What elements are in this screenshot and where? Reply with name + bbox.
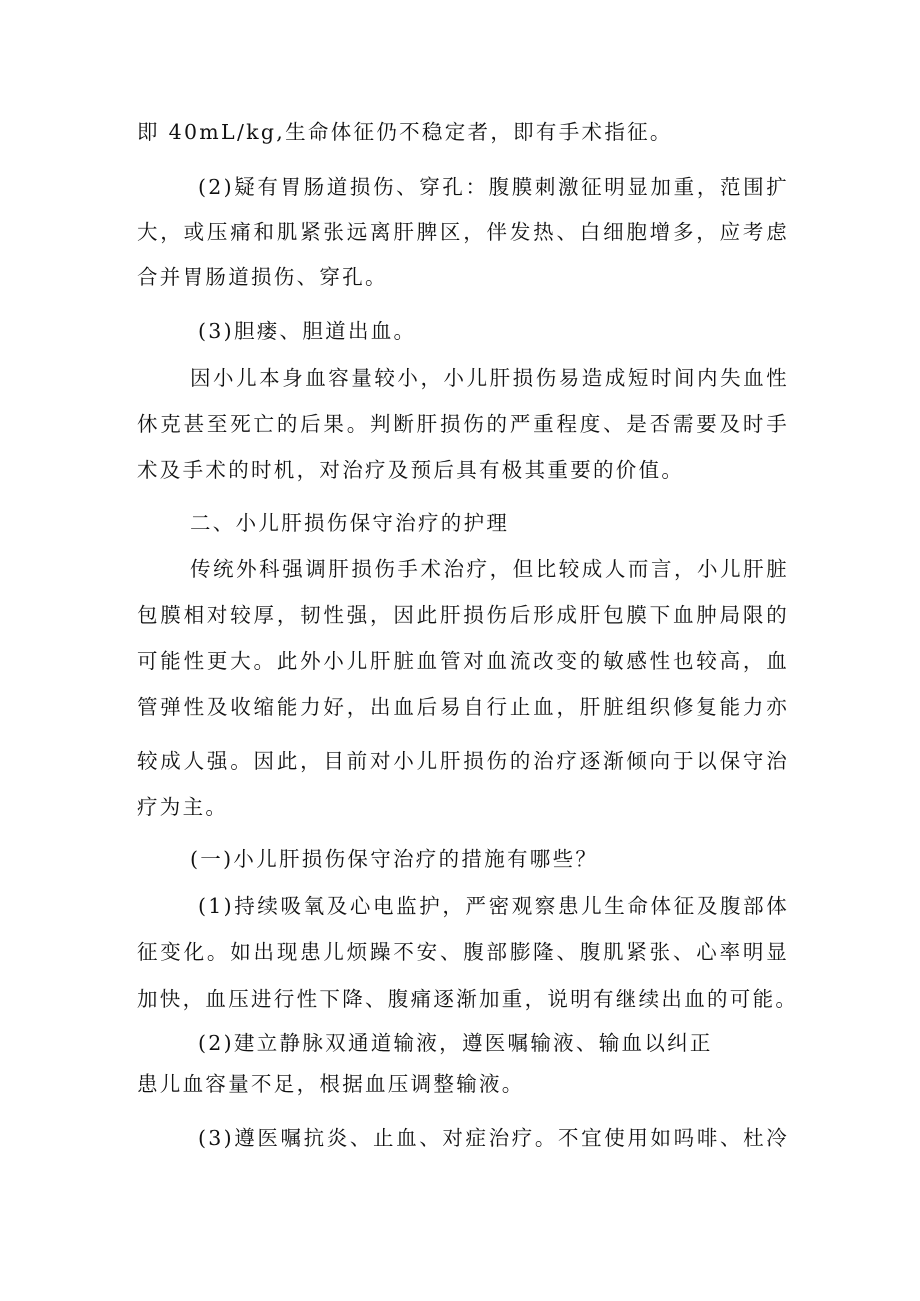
section-heading: 二、小儿肝损伤保守治疗的护理 bbox=[190, 511, 510, 535]
text-line-10: 传统外科强调肝损伤手术治疗，但比较成人而言，小儿肝脏 bbox=[190, 557, 789, 581]
subsection-heading: (一)小儿肝损伤保守治疗的措施有哪些？ bbox=[190, 847, 599, 871]
text-line-11: 包膜相对较厚，韧性强，因此肝损伤后形成肝包膜下血肿局限的 bbox=[137, 603, 789, 627]
text-line-8: 术及手术的时机，对治疗及预后具有极其重要的价值。 bbox=[137, 458, 685, 482]
text-line-21: 患儿血容量不足，根据血压调整输液。 bbox=[137, 1072, 525, 1096]
text-line-15: 疗为主。 bbox=[137, 795, 229, 819]
text-line-6: 因小儿本身血容量较小，小儿肝损伤易造成短时间内失血性 bbox=[190, 366, 789, 390]
text-line-14: 较成人强。因此，目前对小儿肝损伤的治疗逐渐倾向于以保守治 bbox=[137, 749, 789, 773]
text-line-12: 可能性更大。此外小儿肝脏血管对血流改变的敏感性也较高，血 bbox=[137, 649, 789, 673]
text-line-5: (3)胆瘘、胆道出血。 bbox=[198, 319, 417, 343]
text-line-3: 大，或压痛和肌紧张远离肝脾区，伴发热、白细胞增多，应考虑 bbox=[137, 220, 789, 244]
text-line-2: (2)疑有胃肠道损伤、穿孔：腹膜刺激征明显加重，范围扩 bbox=[198, 175, 789, 199]
text-line-18: 征变化。如出现患儿烦躁不安、腹部膨隆、腹肌紧张、心率明显 bbox=[137, 940, 789, 964]
text-line-13: 管弹性及收缩能力好，出血后易自行止血，肝脏组织修复能力亦 bbox=[137, 695, 789, 719]
text-line-7: 休克甚至死亡的后果。判断肝损伤的严重程度、是否需要及时手 bbox=[137, 412, 789, 436]
text-line-1: 即 40mL/kg,生命体征仍不稳定者，即有手术指征。 bbox=[137, 120, 673, 144]
text-line-17: (1)持续吸氧及心电监护，严密观察患儿生命体征及腹部体 bbox=[198, 894, 789, 918]
text-line-20: (2)建立静脉双通道输液，遵医嘱输液、输血以纠正 bbox=[198, 1031, 713, 1055]
text-line-22: (3)遵医嘱抗炎、止血、对症治疗。不宜使用如吗啡、杜冷 bbox=[198, 1126, 789, 1150]
text-line-19: 加快，血压进行性下降、腹痛逐渐加重，说明有继续出血的可能。 bbox=[137, 987, 799, 1011]
text-line-4: 合并胃肠道损伤、穿孔。 bbox=[137, 265, 388, 289]
